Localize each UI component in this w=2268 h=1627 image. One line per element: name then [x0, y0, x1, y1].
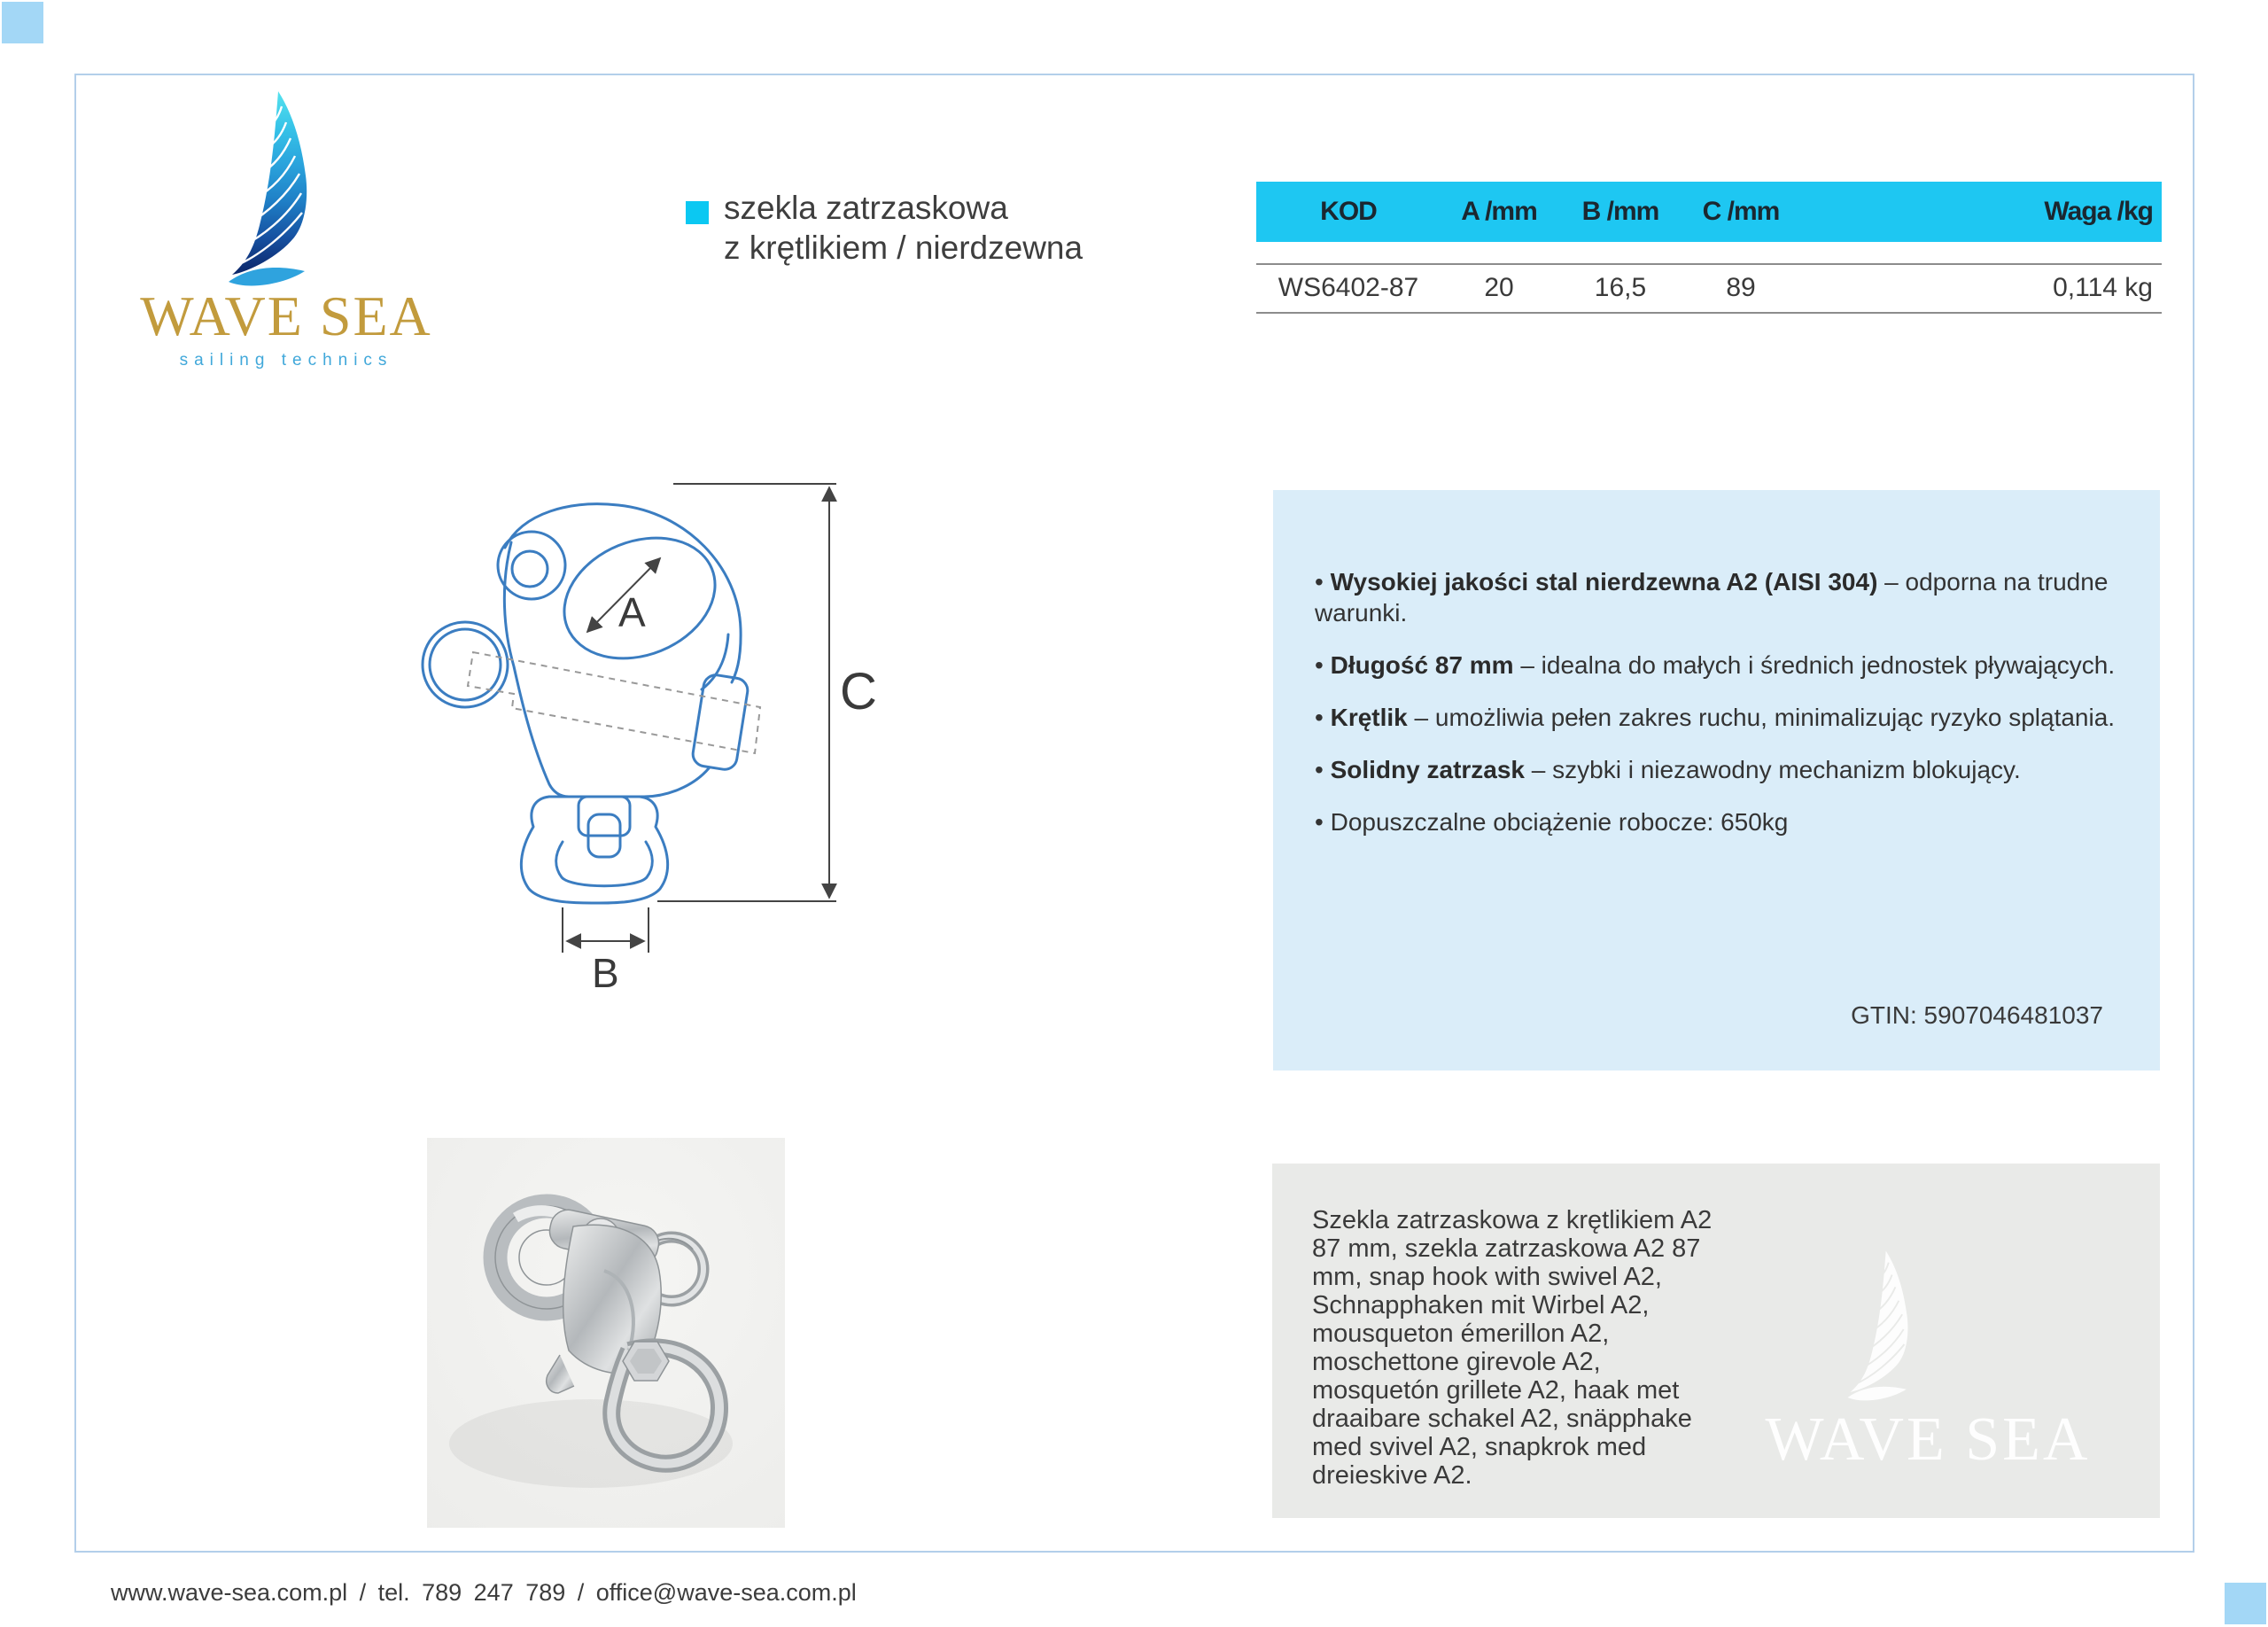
- bullet-dot: •: [1315, 756, 1324, 783]
- feature-item: [1315, 650, 2125, 681]
- cell-b-mm: 16,5: [1594, 273, 1647, 302]
- feature-bold: Długość 87 mm: [1330, 651, 1514, 679]
- pin-dashed-outline: [468, 652, 760, 753]
- header-kod: KOD: [1320, 197, 1377, 226]
- product-title-line1: szekla zatrzaskowa: [724, 190, 1008, 226]
- header-b-mm: B /mm: [1581, 197, 1659, 226]
- feature-item: [1315, 806, 2125, 837]
- technical-drawing: [381, 443, 948, 1028]
- watermark-sail-icon: [1844, 1224, 1932, 1429]
- corner-square-top-left: [2, 2, 43, 43]
- dim-label-c: C: [840, 663, 877, 720]
- features-panel: [1273, 490, 2160, 1070]
- brand-name: WAVE SEA: [140, 284, 432, 347]
- header-c-mm: C /mm: [1702, 197, 1780, 226]
- gtin-number: GTIN: 5907046481037: [1851, 1001, 2103, 1029]
- description-panel: [1272, 1164, 2160, 1518]
- cell-c-mm: 89: [1726, 273, 1756, 302]
- brand-tagline: sailing technics: [179, 351, 393, 370]
- feature-bold: Wysokiej jakości stal nierdzewna A2 (AISI 304): [1330, 568, 1878, 596]
- bullet-dot: •: [1315, 808, 1324, 836]
- header-waga-kg: Waga /kg: [2044, 197, 2153, 226]
- bullet-dot: •: [1315, 568, 1324, 596]
- feature-item: [1315, 566, 2125, 628]
- dim-label-b: B: [592, 950, 619, 996]
- features-list: [1315, 566, 2125, 859]
- feature-item: [1315, 702, 2125, 733]
- sailboat-logo-icon: [223, 89, 338, 291]
- feature-rest: – idealna do małych i średnich jednostek pływających.: [1513, 651, 2116, 679]
- watermark-brand-name: WAVE SEA: [1765, 1405, 2091, 1474]
- bullet-dot: •: [1315, 651, 1324, 679]
- feature-bold: Solidny zatrzask: [1330, 756, 1525, 783]
- footer-contact: www.wave-sea.com.pl / tel. 789 247 789 / office@wave-sea.com.pl: [111, 1579, 857, 1606]
- header-a-mm: A /mm: [1461, 197, 1537, 226]
- multilingual-description: Szekla zatrzaskowa z krętlikiem A2 87 mm, szekla zatrzaskowa A2 87 mm, snap hook with swivel A2, Schnapphaken mit Wirbel A2, mousqueton émerillon A2, moschettone girevole A2, mosquetón grillete A2, haak met draaibare schakel A2, snäpphake med svivel A2, snapkrok med dreieskive A2.: [1312, 1206, 1713, 1490]
- feature-rest: – szybki i niezawodny mechanizm blokujący.: [1525, 756, 2021, 783]
- bullet-dot: •: [1315, 704, 1324, 731]
- feature-rest: – umożliwia pełen zakres ruchu, minimalizując ryzyko splątania.: [1407, 704, 2116, 731]
- feature-bold: Krętlik: [1330, 704, 1408, 731]
- product-title: [724, 188, 1083, 268]
- cell-weight: 0,114 kg: [2053, 273, 2153, 302]
- feature-rest: – odporna na trudne warunki.: [1315, 568, 2109, 627]
- product-title-line2: z krętlikiem / nierdzewna: [724, 230, 1084, 266]
- cell-code: WS6402-87: [1278, 273, 1419, 302]
- spec-table-row: [1256, 263, 2162, 314]
- cell-a-mm: 20: [1484, 273, 1514, 302]
- feature-rest: Dopuszczalne obciążenie robocze: 650kg: [1330, 808, 1789, 836]
- spec-table-header: [1256, 182, 2162, 242]
- dim-label-a: A: [618, 589, 646, 635]
- product-photo: [427, 1138, 785, 1528]
- feature-item: [1315, 754, 2125, 785]
- corner-square-bottom-right: [2225, 1583, 2266, 1624]
- shackle-outline: [423, 504, 750, 903]
- title-bullet-square: [686, 201, 709, 224]
